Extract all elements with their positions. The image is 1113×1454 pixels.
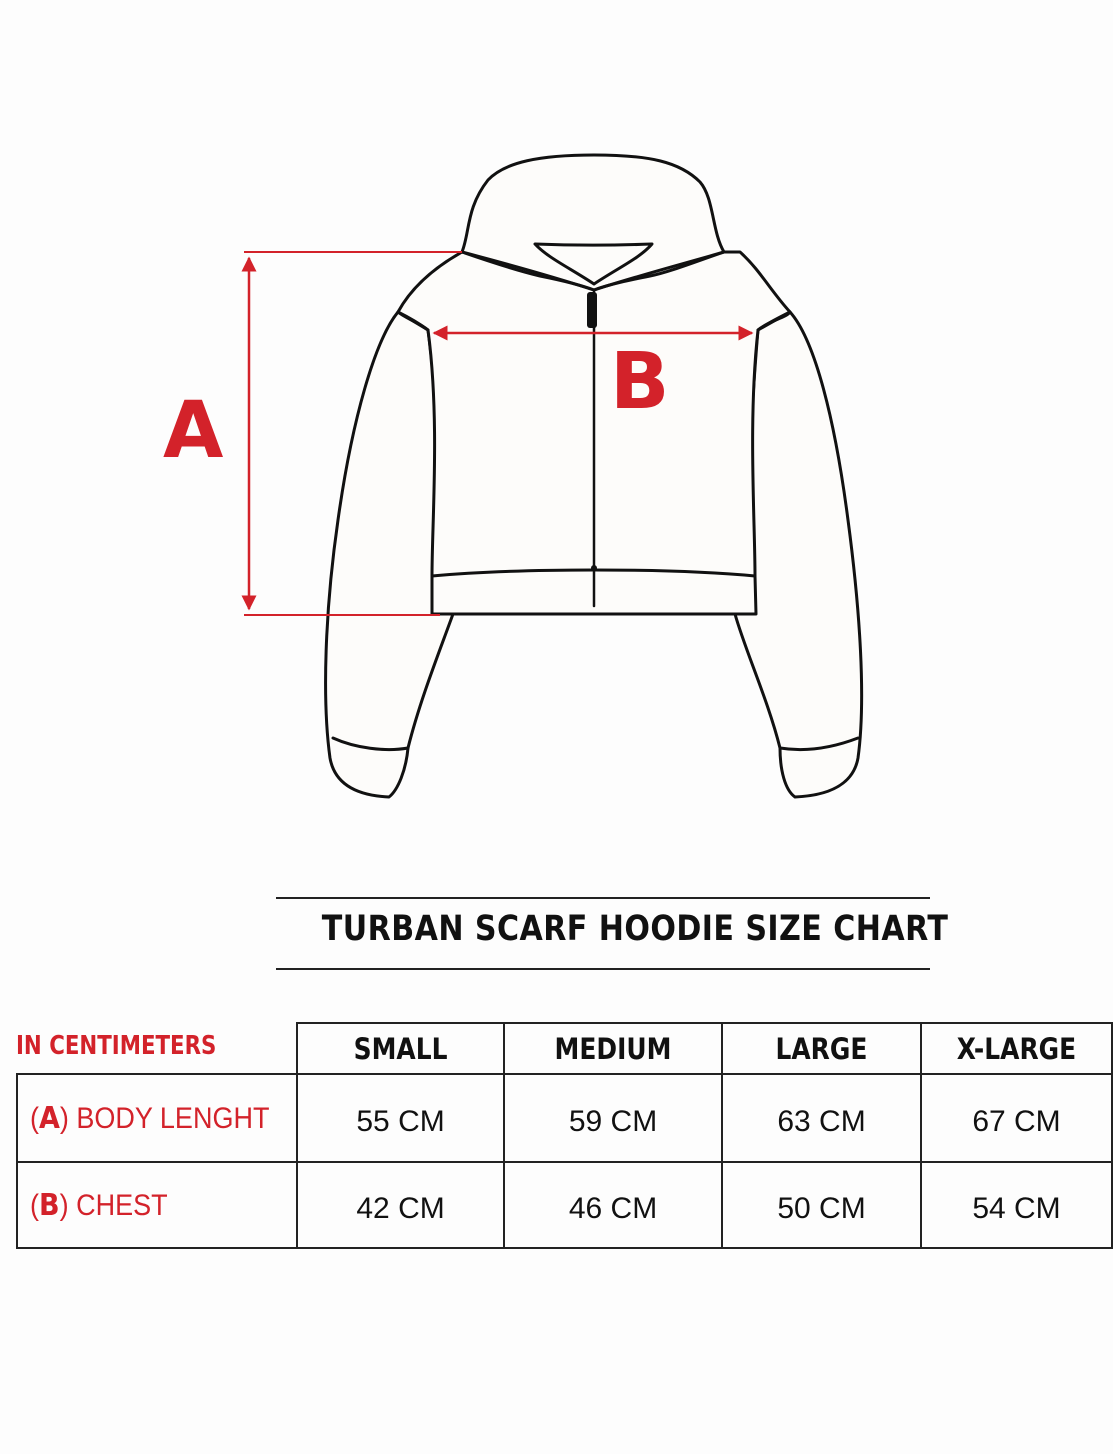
table-cell: 50 CM bbox=[722, 1162, 921, 1248]
row-key-a: A bbox=[39, 1100, 60, 1136]
column-header-x-large: X-LARGE bbox=[921, 1023, 1112, 1074]
table-cell: 67 CM bbox=[921, 1074, 1112, 1162]
zipper-pull bbox=[587, 292, 597, 328]
table-cell: 59 CM bbox=[504, 1074, 722, 1162]
row-label-body-length: (A) BODY LENGHT bbox=[17, 1074, 297, 1162]
title-rule-top bbox=[276, 897, 930, 899]
table-cell: 42 CM bbox=[297, 1162, 504, 1248]
table-cell: 46 CM bbox=[504, 1162, 722, 1248]
unit-label: IN CENTIMETERS bbox=[16, 1031, 217, 1061]
chart-title: TURBAN SCARF HOODIE SIZE CHART bbox=[321, 909, 949, 949]
size-table bbox=[16, 1022, 1113, 1249]
column-header-large: LARGE bbox=[722, 1023, 921, 1074]
row-key-b: B bbox=[39, 1187, 60, 1223]
row-label-chest: (B) CHEST bbox=[17, 1162, 297, 1248]
measure-a-letter: A bbox=[163, 386, 224, 476]
measure-b-letter: B bbox=[610, 337, 670, 427]
size-header-row bbox=[17, 1023, 1112, 1074]
table-row-body-length bbox=[17, 1074, 1112, 1162]
title-rule-bottom bbox=[276, 968, 930, 970]
column-header-small: SMALL bbox=[297, 1023, 504, 1074]
table-cell: 55 CM bbox=[297, 1074, 504, 1162]
table-cell: 54 CM bbox=[921, 1162, 1112, 1248]
table-cell: 63 CM bbox=[722, 1074, 921, 1162]
header-corner bbox=[17, 1023, 297, 1074]
column-header-medium: MEDIUM bbox=[504, 1023, 722, 1074]
table-row-chest bbox=[17, 1162, 1112, 1248]
